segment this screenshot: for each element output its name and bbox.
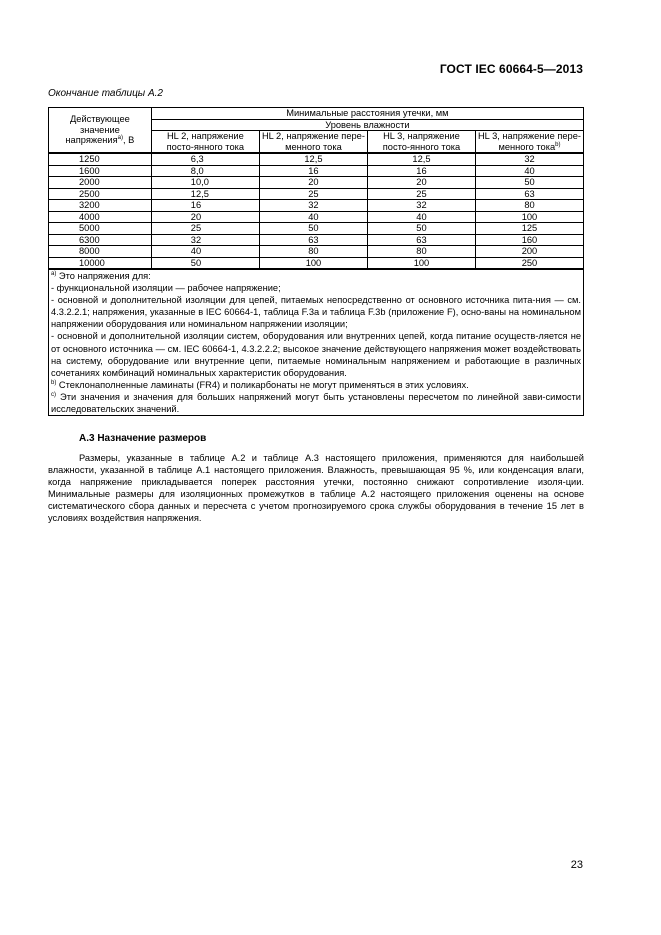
creepage-cell: 20 xyxy=(367,177,475,189)
table-row xyxy=(49,177,584,189)
creepage-cell: 8,0 xyxy=(151,165,259,177)
voltage-cell: 3200 xyxy=(49,200,152,212)
voltage-cell: 2500 xyxy=(49,188,152,200)
voltage-cell: 1250 xyxy=(49,153,152,165)
creepage-cell: 63 xyxy=(259,234,367,246)
creepage-cell: 16 xyxy=(151,200,259,212)
creepage-cell: 40 xyxy=(259,211,367,223)
creepage-cell: 200 xyxy=(475,246,583,258)
creepage-cell: 40 xyxy=(475,165,583,177)
table-caption: Окончание таблицы А.2 xyxy=(48,88,163,99)
table-row xyxy=(49,234,584,246)
voltage-cell: 8000 xyxy=(49,246,152,258)
table-row xyxy=(49,211,584,223)
column-header-label: HL 2, напряжение посто-янного тока xyxy=(166,131,245,152)
voltage-cell: 10000 xyxy=(49,257,152,269)
creepage-cell: 25 xyxy=(367,188,475,200)
table-row xyxy=(49,223,584,235)
column-header xyxy=(475,131,583,154)
creepage-cell: 63 xyxy=(367,234,475,246)
section-title: А.3 Назначение размеров xyxy=(79,433,207,444)
table-notes xyxy=(49,269,584,416)
section-paragraph: Размеры, указанные в таблице А.2 и таблице А.3 настоящего приложения, применяются для наибольшей влажности, указанной в таблице А.1 настоящего приложения. Влажность, превышающая 95 %, или конденсация влаги, когда напряжение прикладывается поперек расстояния утечки, постоянно снижают сопротивление изоля-ции. Минимальные размеры для изоляционных промежутков в таблице А.2 настоящего приложения оценены на основе систематического сбора данных и пересчета с учетом прогнозируемого срока службы оборудования в течение 15 лет в условиях воздействия напряжения. xyxy=(48,453,584,524)
voltage-header-unit: , В xyxy=(122,135,135,146)
note-c-mark: с) xyxy=(51,391,56,398)
creepage-cell: 80 xyxy=(367,246,475,258)
creepage-cell: 63 xyxy=(475,188,583,200)
creepage-cell: 40 xyxy=(367,211,475,223)
column-header-label: HL 2, напряжение пере-менного тока xyxy=(261,131,365,152)
creepage-cell: 50 xyxy=(475,177,583,189)
creepage-cell: 100 xyxy=(367,257,475,269)
creepage-cell: 20 xyxy=(151,211,259,223)
creepage-cell: 12,5 xyxy=(259,153,367,165)
table-row xyxy=(49,165,584,177)
note-b-text: Стеклонаполненные ламинаты (FR4) и поликарбонаты не могут применяться в этих условиях. xyxy=(56,379,469,390)
creepage-cell: 25 xyxy=(259,188,367,200)
note-a-item: - функциональной изоляции — рабочее напряжение; xyxy=(51,283,281,294)
table-row xyxy=(49,200,584,212)
creepage-cell: 6,3 xyxy=(151,153,259,165)
voltage-header-label: Действующее значение напряжения xyxy=(65,114,130,146)
column-footnote-mark: b) xyxy=(555,141,561,148)
creepage-cell: 32 xyxy=(367,200,475,212)
note-a-item: - основной и дополнительной изоляции систем, оборудования или внутренних цепей, когда питание осуществ-ляется не от основного источника — см. IEC 60664-1, 4.3.2.2.2; высокое значение действующего напряжения может воздействовать на систему, оборудование или внутренние цепи, питаемые номинальным напряжением и работающие в различных сочетаниях комбинаций номинальных характеристик оборудования. xyxy=(51,331,581,378)
column-header xyxy=(259,131,367,154)
voltage-header-footnote-mark: а) xyxy=(117,135,123,142)
creepage-cell: 16 xyxy=(259,165,367,177)
creepage-table xyxy=(48,107,584,416)
creepage-cell: 125 xyxy=(475,223,583,235)
note-a xyxy=(51,270,581,282)
creepage-cell: 16 xyxy=(367,165,475,177)
table-body xyxy=(49,153,584,269)
voltage-column-header xyxy=(49,108,152,154)
table-row xyxy=(49,257,584,269)
creepage-cell: 12,5 xyxy=(151,188,259,200)
note-c-text: Эти значения и значения для больших напряжений могут быть установлены пересчетом по линейной зави-симости исследовательских значений. xyxy=(51,391,581,415)
column-header xyxy=(367,131,475,154)
creepage-cell: 160 xyxy=(475,234,583,246)
table-row xyxy=(49,246,584,258)
page-number: 23 xyxy=(570,859,583,871)
creepage-cell: 32 xyxy=(151,234,259,246)
creepage-cell: 80 xyxy=(259,246,367,258)
creepage-cell: 32 xyxy=(259,200,367,212)
creepage-cell: 50 xyxy=(151,257,259,269)
creepage-cell: 25 xyxy=(151,223,259,235)
creepage-cell: 50 xyxy=(259,223,367,235)
creepage-cell: 10,0 xyxy=(151,177,259,189)
note-b xyxy=(51,379,581,391)
creepage-cell: 100 xyxy=(475,211,583,223)
column-header xyxy=(151,131,259,154)
creepage-cell: 100 xyxy=(259,257,367,269)
creepage-cell: 250 xyxy=(475,257,583,269)
voltage-cell: 5000 xyxy=(49,223,152,235)
table-row xyxy=(49,153,584,165)
creepage-cell: 32 xyxy=(475,153,583,165)
creepage-cell: 80 xyxy=(475,200,583,212)
creepage-cell: 12,5 xyxy=(367,153,475,165)
note-a-text: Это напряжения для: xyxy=(56,271,151,281)
voltage-cell: 2000 xyxy=(49,177,152,189)
group-header: Минимальные расстояния утечки, мм xyxy=(151,108,583,120)
voltage-cell: 6300 xyxy=(49,234,152,246)
table-row xyxy=(49,188,584,200)
column-header-label: HL 3, напряжение пере-менного тока xyxy=(477,131,581,152)
note-a-mark: а) xyxy=(51,271,57,277)
standard-header: ГОСТ IEC 60664-5—2013 xyxy=(439,62,583,76)
column-header-label: HL 3, напряжение посто-янного тока xyxy=(382,131,461,152)
creepage-cell: 20 xyxy=(259,177,367,189)
note-b-mark: b) xyxy=(51,379,57,386)
creepage-cell: 40 xyxy=(151,246,259,258)
humidity-subheader: Уровень влажности xyxy=(151,119,583,131)
voltage-cell: 4000 xyxy=(49,211,152,223)
note-c xyxy=(51,391,581,415)
creepage-cell: 50 xyxy=(367,223,475,235)
voltage-cell: 1600 xyxy=(49,165,152,177)
note-a-item: - основной и дополнительной изоляции для цепей, питаемых непосредственно от основного источника пита-ния — см. 4.3.2.2.1; напряжения, указанные в IEC 60664-1, таблица F.3a и таблица F.3b (приложение F), осно-ваны на номинальном напряжении оборудования или номинальном напряжении изоляции; xyxy=(51,295,581,330)
